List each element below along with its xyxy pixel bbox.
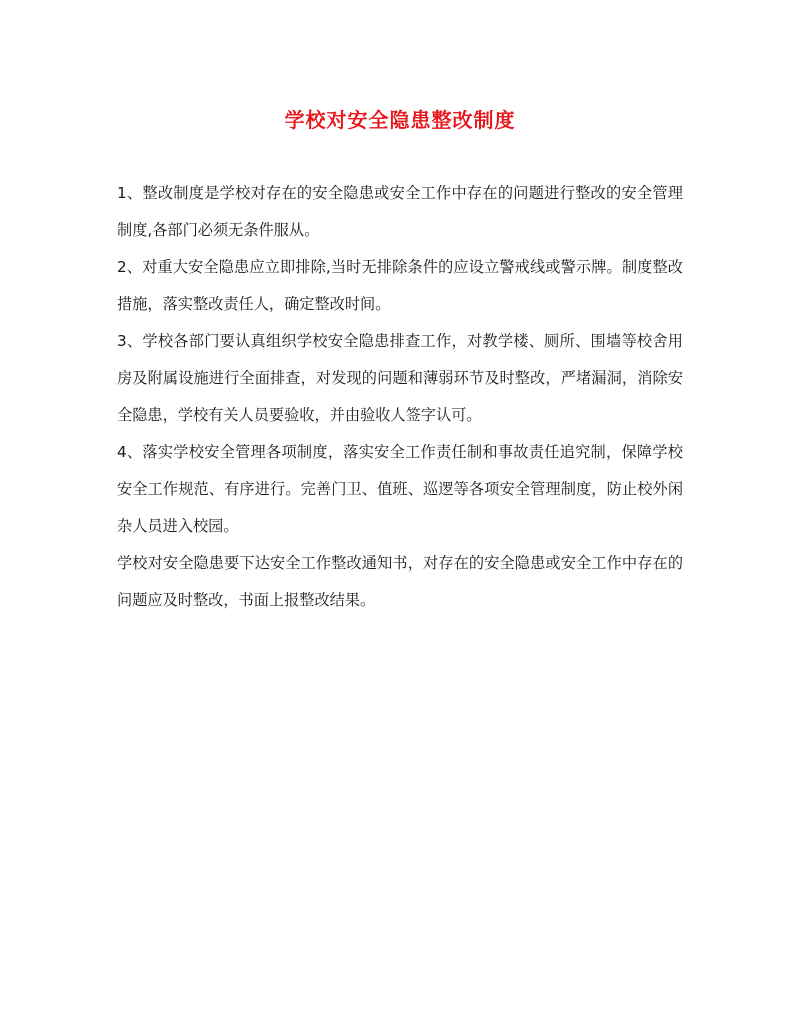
paragraph-1: 1、整改制度是学校对存在的安全隐患或安全工作中存在的问题进行整改的安全管理制度,各部门必须无条件服从。 — [117, 184, 683, 239]
paragraph-2: 2、对重大安全隐患应立即排除,当时无排除条件的应设立警戒线或警示牌。制度整改措施，落实整改责任人，确定整改时间。 — [117, 258, 683, 313]
paragraph-4: 4、落实学校安全管理各项制度，落实安全工作责任制和事故责任追究制，保障学校安全工作规范、有序进行。完善门卫、值班、巡逻等各项安全管理制度，防止校外闲杂人员进入校园。 — [117, 443, 683, 535]
document-body — [117, 175, 683, 619]
paragraph-5: 学校对安全隐患要下达安全工作整改通知书，对存在的安全隐患或安全工作中存在的问题应及时整改，书面上报整改结果。 — [117, 554, 683, 609]
paragraph-3: 3、学校各部门要认真组织学校安全隐患排查工作，对教学楼、厕所、围墙等校舍用房及附属设施进行全面排查，对发现的问题和薄弱环节及时整改，严堵漏洞，消除安全隐患，学校有关人员要验收，并由验收人签字认可。 — [117, 332, 683, 424]
document-title: 学校对安全隐患整改制度 — [284, 108, 516, 132]
